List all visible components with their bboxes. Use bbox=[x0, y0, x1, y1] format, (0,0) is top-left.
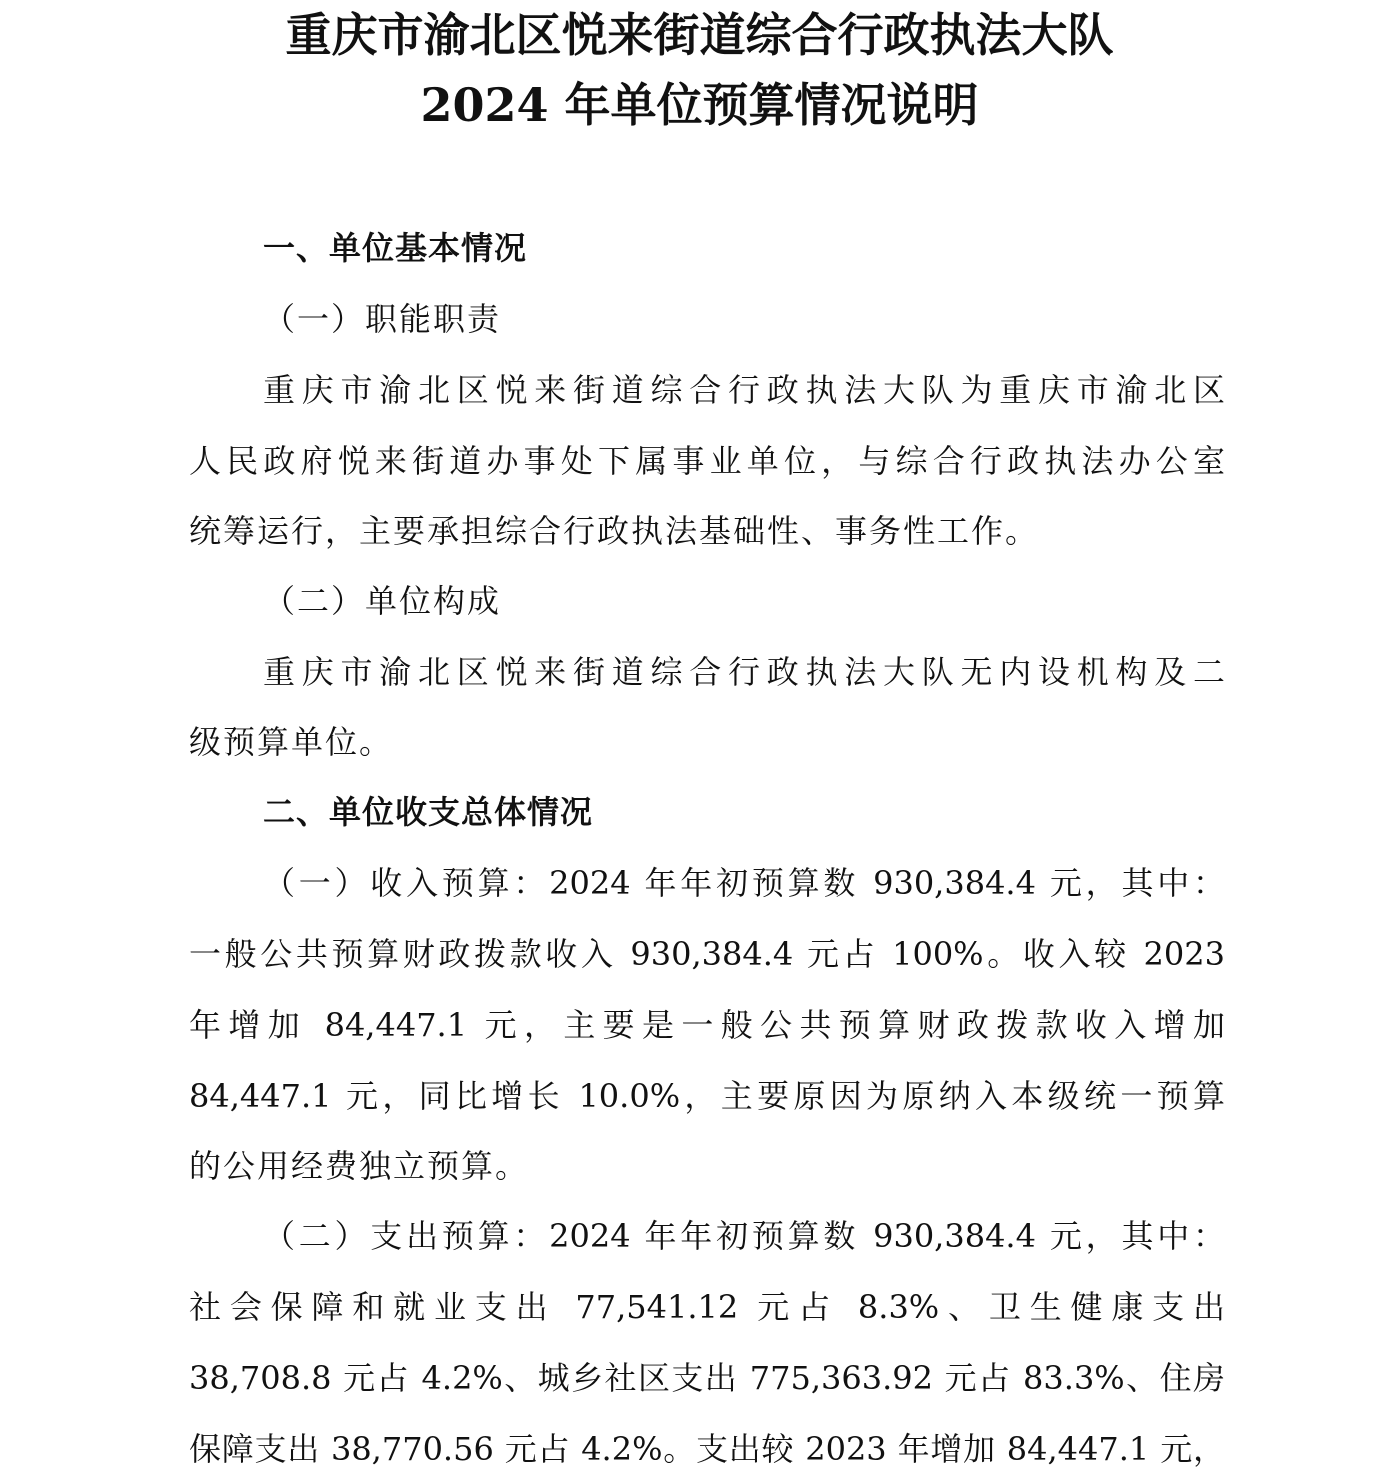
paragraph-line: 84,447.1 元，同比增长 10.0%，主要原因为原纳入本级统一预算 bbox=[189, 1077, 1225, 1115]
section-2-heading: 二、单位收支总体情况 bbox=[263, 793, 594, 831]
section-1-heading: 一、单位基本情况 bbox=[263, 229, 528, 267]
paragraph-line: （二）支出预算：2024 年年初预算数 930,384.4 元，其中： bbox=[263, 1217, 1225, 1255]
paragraph-line: 级预算单位。 bbox=[189, 723, 394, 761]
paragraph-line: 38,708.8 元占 4.2%、城乡社区支出 775,363.92 元占 83.3%、住房 bbox=[189, 1359, 1225, 1397]
document-title-line-1: 重庆市渝北区悦来街道综合行政执法大队 bbox=[285, 8, 1114, 62]
paragraph-line: （一）收入预算：2024 年年初预算数 930,384.4 元，其中： bbox=[263, 864, 1225, 902]
paragraph-line: 人民政府悦来街道办事处下属事业单位，与综合行政执法办公室 bbox=[189, 442, 1225, 480]
section-1-sub-2-heading: （二）单位构成 bbox=[263, 582, 502, 620]
paragraph-line: 社会保障和就业支出 77,541.12 元占 8.3%、卫生健康支出 bbox=[189, 1288, 1225, 1326]
paragraph-line: 一般公共预算财政拨款收入 930,384.4 元占 100%。收入较 2023 bbox=[189, 935, 1225, 973]
paragraph-line: 的公用经费独立预算。 bbox=[189, 1147, 530, 1185]
paragraph-line: 年增加 84,447.1 元，主要是一般公共预算财政拨款收入增加 bbox=[189, 1006, 1225, 1044]
section-1-sub-1-heading: （一）职能职责 bbox=[263, 300, 502, 338]
paragraph-line: 保障支出 38,770.56 元占 4.2%。支出较 2023 年增加 84,447.1 元， bbox=[189, 1430, 1225, 1468]
paragraph-line: 重庆市渝北区悦来街道综合行政执法大队无内设机构及二 bbox=[263, 653, 1225, 691]
document-title-line-2: 2024 年单位预算情况说明 bbox=[420, 78, 979, 132]
paragraph-line: 统筹运行，主要承担综合行政执法基础性、事务性工作。 bbox=[189, 512, 1040, 550]
paragraph-line: 重庆市渝北区悦来街道综合行政执法大队为重庆市渝北区 bbox=[263, 371, 1225, 409]
